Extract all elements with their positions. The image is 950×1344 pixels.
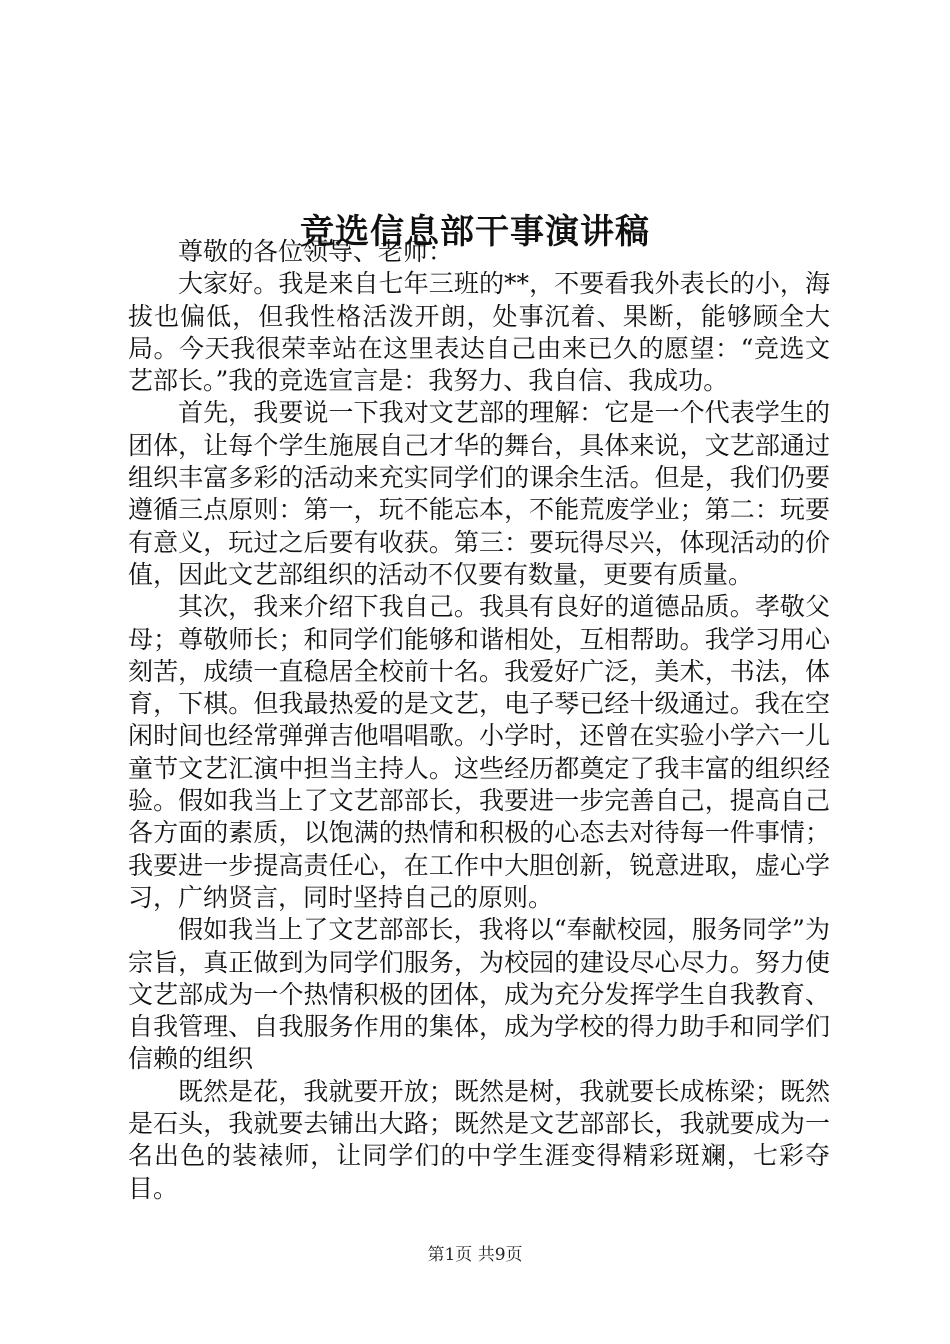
paragraph-commitment: 假如我当上了文艺部部长，我将以“奉献校园，服务同学”为宗旨，真正做到为同学们服务，为校园的建设尽心尽力。努力使文艺部成为一个热情积极的团体，成为充分发挥学生自我教育、自我管理、自我服务作用的集体，成为学校的得力助手和同学们信赖的组织 (128, 915, 830, 1074)
paragraph-salutation: 尊敬的各位领导、老师： (178, 237, 454, 266)
paragraph-understanding: 首先，我要说一下我对文艺部的理解：它是一个代表学生的团体，让每个学生施展自己才华的舞台，具体来说，文艺部通过组织丰富多彩的活动来充实同学们的课余生活。但是，我们仍要遵循三点原则：第一，玩不能忘本，不能荒废学业；第二：玩要有意义，玩过之后要有收获。第三：要玩得尽兴，体现活动的价值，因此文艺部组织的活动不仅要有数量，更要有质量。 (128, 398, 830, 589)
paragraph-self-introduction: 其次，我来介绍下我自己。我具有良好的道德品质。孝敬父母；尊敬师长；和同学们能够和谐相处，互相帮助。我学习用心刻苦，成绩一直稳居全校前十名。我爱好广泛，美术，书法，体育，下棋。但我最热爱的是文艺，电子琴已经十级通过。我在空闲时间也经常弹弹吉他唱唱歌。小学时，还曾在实验小学六一儿童节文艺汇演中担当主持人。这些经历都奠定了我丰富的组织经验。假如我当上了文艺部部长，我要进一步完善自己，提高自己各方面的素质，以饱满的热情和积极的心态去对待每一件事情；我要进一步提高责任心，在工作中大胆创新，锐意进取，虚心学习，广纳贤言，同时坚持自己的原则。 (128, 592, 830, 912)
document-body (128, 236, 830, 1205)
paragraph-closing: 既然是花，我就要开放；既然是树，我就要长成栋梁；既然是石头，我就要去铺出大路；既然是文艺部部长，我就要成为一名出色的装裱师，让同学们的中学生涯变得精彩斑斓，七彩夺目。 (128, 1076, 830, 1203)
page-number-footer: 第1页 共9页 (427, 1245, 523, 1265)
document-title: 竞选信息部干事演讲稿 (300, 211, 650, 252)
paragraph-greeting: 大家好。我是来自七年三班的**，不要看我外表长的小，海拔也偏低，但我性格活泼开朗，处事沉着、果断，能够顾全大局。今天我很荣幸站在这里表达自己由来已久的愿望：“竞选文艺部长。”我的竞选宣言是：我努力、我自信、我成功。 (128, 269, 830, 396)
